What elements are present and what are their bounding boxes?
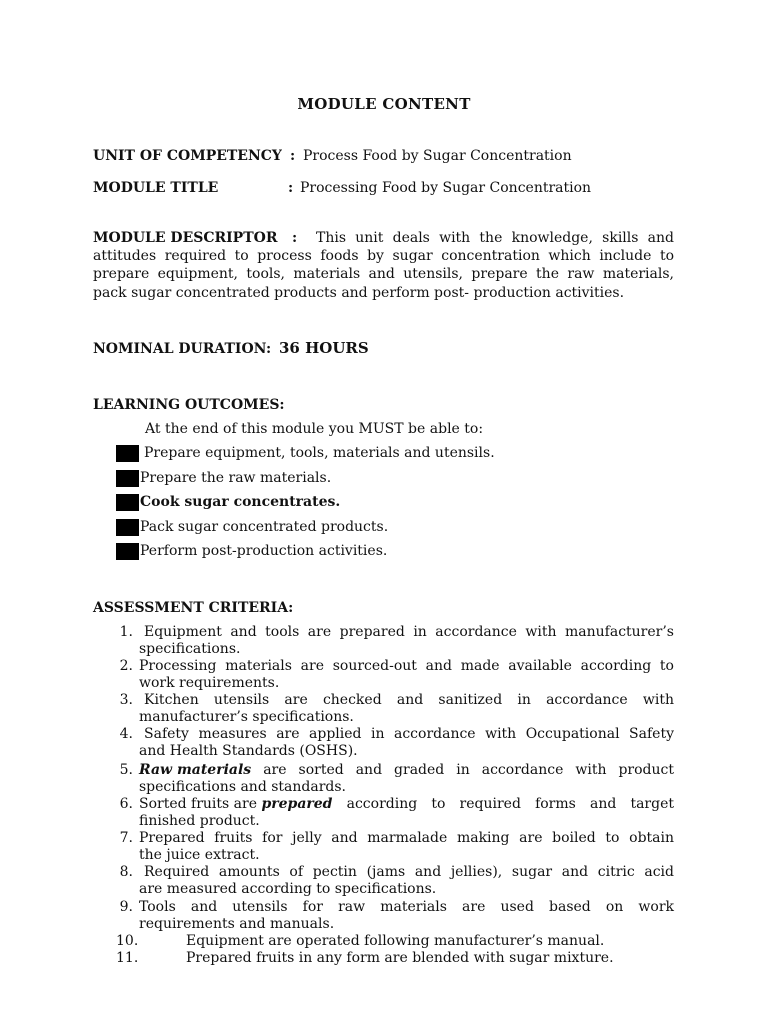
module-title-label: MODULE TITLE bbox=[93, 180, 219, 196]
learning-outcome-text: Perform post-production activities. bbox=[140, 543, 388, 559]
criterion-number: 5. bbox=[119, 762, 133, 778]
criterion-line bbox=[139, 762, 674, 779]
module-title-value: Processing Food by Sugar Concentration bbox=[300, 180, 592, 196]
learning-outcome-item bbox=[116, 470, 331, 487]
learning-outcomes-intro: At the end of this module you MUST be able to: bbox=[145, 421, 484, 437]
criterion-text-line: Prepared fruits for jelly and marmalade making are boiled to obtain bbox=[139, 830, 674, 846]
black-square-bullet-icon bbox=[116, 445, 139, 462]
criterion-text-line: according to required forms and target bbox=[332, 796, 674, 812]
criterion-text-line: Equipment and tools are prepared in accordance with manufacturer’s bbox=[144, 624, 674, 640]
learning-outcome-item bbox=[116, 519, 388, 536]
descriptor-line-2: attitudes required to process foods by sugar concentration which include to bbox=[93, 248, 674, 264]
unit-of-competency-label: UNIT OF COMPETENCY bbox=[93, 148, 282, 164]
learning-outcome-text: Prepare the raw materials. bbox=[140, 470, 332, 486]
descriptor-line-1: This unit deals with the knowledge, skills and bbox=[316, 230, 674, 246]
criterion-text-line: Prepared fruits in any form are blended with sugar mixture. bbox=[186, 950, 614, 966]
criterion-text-line: manufacturer’s specifications. bbox=[139, 709, 354, 725]
criterion-number: 4. bbox=[119, 726, 133, 742]
black-square-bullet-icon bbox=[116, 470, 139, 487]
criterion-emphasis: prepared bbox=[261, 796, 333, 812]
learning-outcome-item bbox=[116, 494, 340, 511]
module-title-separator: : bbox=[288, 180, 294, 196]
criterion-number: 9. bbox=[119, 899, 133, 915]
criterion-number: 11. bbox=[116, 950, 139, 966]
criterion-emphasis: Raw materials bbox=[139, 762, 252, 778]
learning-outcome-text: Prepare equipment, tools, materials and utensils. bbox=[144, 445, 495, 461]
criterion-text-line: finished product. bbox=[139, 813, 260, 829]
criterion-text-line: requirements and manuals. bbox=[139, 916, 335, 932]
unit-of-competency-value: Process Food by Sugar Concentration bbox=[303, 148, 572, 164]
criterion-line bbox=[139, 796, 674, 813]
page-title: MODULE CONTENT bbox=[297, 95, 471, 113]
black-square-bullet-icon bbox=[116, 519, 139, 536]
black-square-bullet-icon bbox=[116, 494, 139, 511]
module-descriptor-label: MODULE DESCRIPTOR bbox=[93, 230, 278, 246]
criterion-text-line: specifications and standards. bbox=[139, 779, 347, 795]
criterion-text-line: work requirements. bbox=[139, 675, 280, 691]
criterion-text-line: specifications. bbox=[139, 641, 241, 657]
criterion-text-line: Required amounts of pectin (jams and jellies), sugar and citric acid bbox=[144, 864, 674, 880]
learning-outcome-item bbox=[116, 543, 387, 560]
black-square-bullet-icon bbox=[116, 543, 139, 560]
criterion-text-line: the juice extract. bbox=[139, 847, 260, 863]
criterion-number: 1. bbox=[119, 624, 133, 640]
module-descriptor-separator: : bbox=[292, 230, 298, 246]
criterion-number: 8. bbox=[119, 864, 133, 880]
learning-outcome-text: Pack sugar concentrated products. bbox=[140, 519, 389, 535]
unit-of-competency-separator: : bbox=[290, 148, 296, 164]
criterion-text-line: and Health Standards (OSHS). bbox=[139, 743, 358, 759]
criterion-text-prefix: Sorted fruits are bbox=[139, 796, 262, 812]
criterion-number: 3. bbox=[119, 692, 133, 708]
criterion-text-line: Tools and utensils for raw materials are used based on work bbox=[139, 899, 674, 915]
descriptor-line-4: pack sugar concentrated products and perform post- production activities. bbox=[93, 285, 625, 301]
criterion-text-line: are sorted and graded in accordance with product bbox=[251, 762, 674, 778]
nominal-duration-label: NOMINAL DURATION: bbox=[93, 341, 272, 357]
descriptor-line-3: prepare equipment, tools, materials and utensils, prepare the raw materials, bbox=[93, 266, 674, 282]
criterion-text-line: Safety measures are applied in accordance with Occupational Safety bbox=[144, 726, 674, 742]
learning-outcome-text: Cook sugar concentrates. bbox=[140, 494, 341, 510]
criterion-number: 7. bbox=[119, 830, 133, 846]
criterion-number: 6. bbox=[119, 796, 133, 812]
criterion-text-line: Processing materials are sourced-out and made available according to bbox=[139, 658, 674, 674]
learning-outcomes-label: LEARNING OUTCOMES: bbox=[93, 397, 285, 413]
learning-outcome-item bbox=[116, 445, 495, 462]
criterion-number: 2. bbox=[119, 658, 133, 674]
criterion-number: 10. bbox=[116, 933, 139, 949]
criterion-text-line: Kitchen utensils are checked and sanitized in accordance with bbox=[144, 692, 674, 708]
criterion-text-line: are measured according to specifications. bbox=[139, 881, 437, 897]
assessment-criteria-label: ASSESSMENT CRITERIA: bbox=[93, 600, 294, 616]
criterion-text-line: Equipment are operated following manufacturer’s manual. bbox=[186, 933, 605, 949]
nominal-duration-value: 36 HOURS bbox=[279, 339, 369, 357]
